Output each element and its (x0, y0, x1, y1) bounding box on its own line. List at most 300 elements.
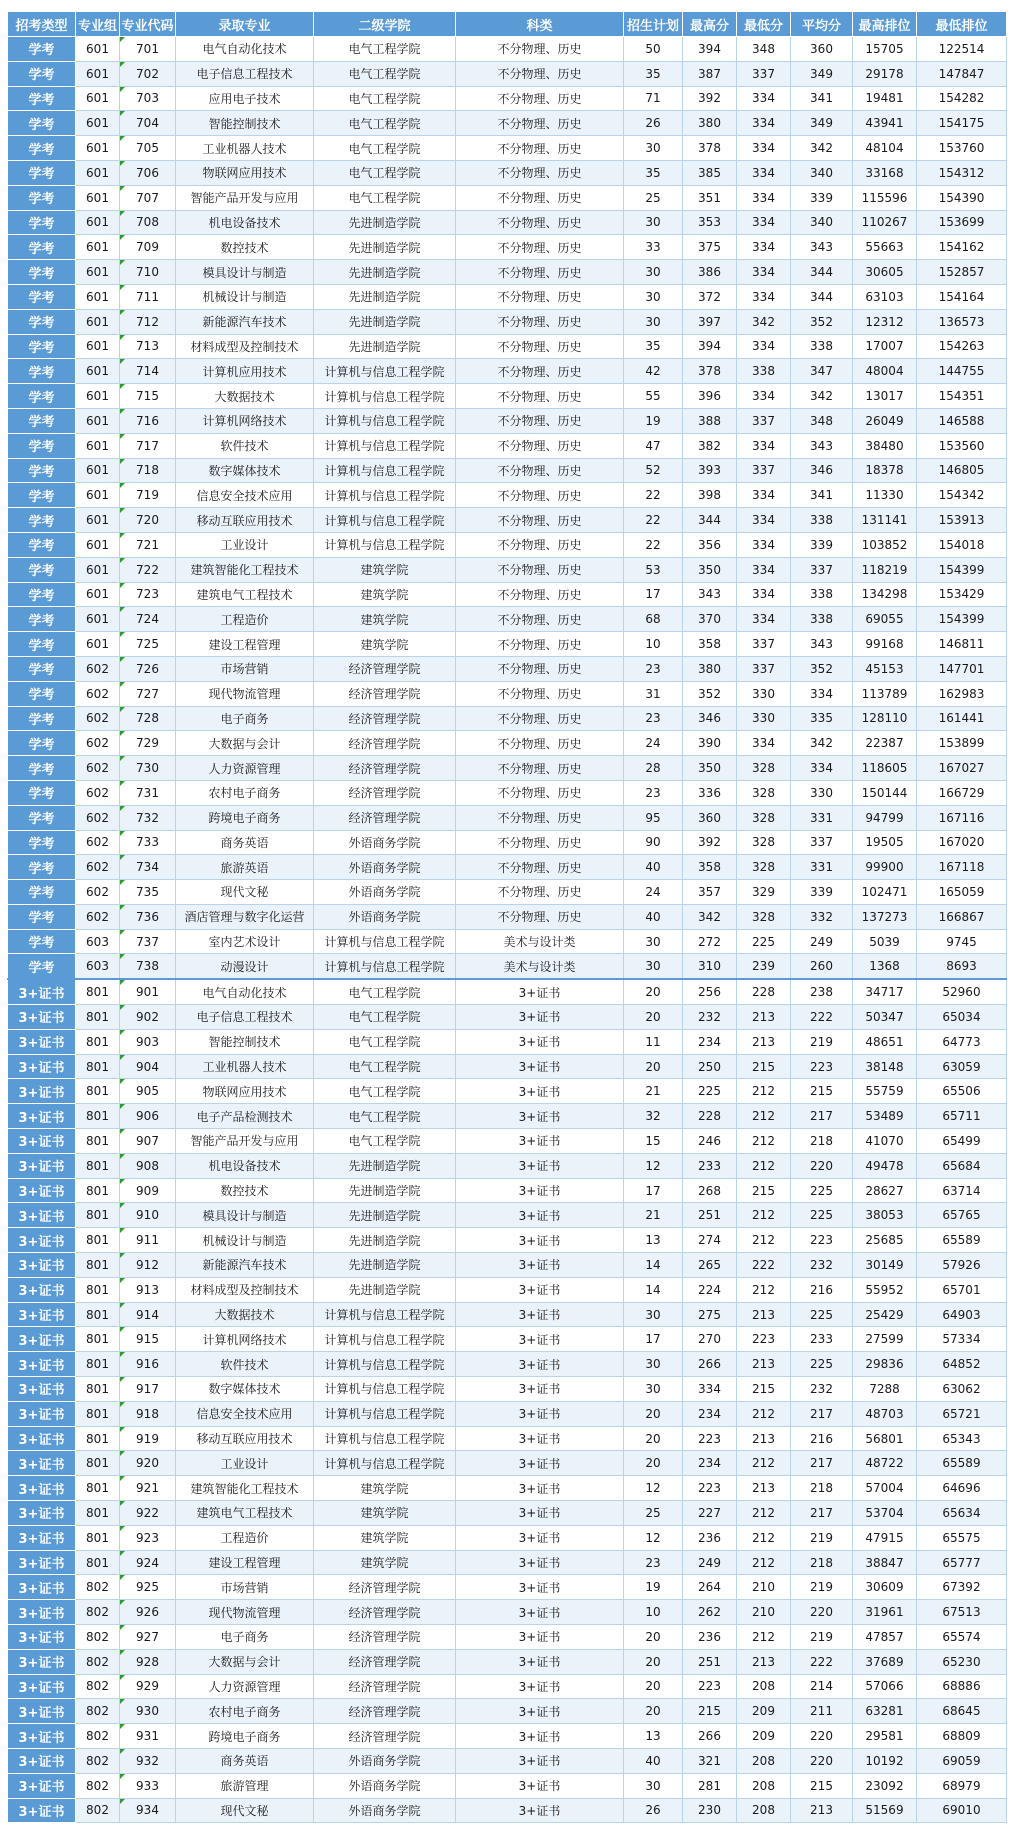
max-score-cell[interactable]: 388 (683, 408, 737, 433)
max-score-cell[interactable]: 264 (683, 1575, 737, 1600)
min-score-cell[interactable]: 330 (737, 706, 791, 731)
plan-cell[interactable]: 52 (624, 458, 683, 483)
major-cell[interactable]: 模具设计与制造 (176, 260, 314, 285)
exam-type-cell[interactable]: 3+证书 (8, 1104, 76, 1129)
category-cell[interactable]: 不分物理、历史 (456, 160, 624, 185)
exam-type-cell[interactable]: 学考 (8, 880, 76, 905)
min-rank-cell[interactable]: 65765 (917, 1203, 1007, 1228)
exam-type-cell[interactable]: 学考 (8, 756, 76, 781)
major-cell[interactable]: 商务英语 (176, 1748, 314, 1773)
avg-score-cell[interactable]: 225 (791, 1178, 853, 1203)
plan-cell[interactable]: 24 (624, 880, 683, 905)
avg-score-cell[interactable]: 217 (791, 1401, 853, 1426)
avg-score-cell[interactable]: 338 (791, 334, 853, 359)
exam-type-cell[interactable]: 学考 (8, 508, 76, 533)
max-rank-cell[interactable]: 38480 (853, 433, 917, 458)
group-cell[interactable]: 602 (76, 904, 120, 929)
avg-score-cell[interactable]: 225 (791, 1203, 853, 1228)
exam-type-cell[interactable]: 学考 (8, 706, 76, 731)
avg-score-cell[interactable]: 232 (791, 1377, 853, 1402)
major-code-cell[interactable]: 704 (120, 111, 176, 136)
min-score-cell[interactable]: 223 (737, 1327, 791, 1352)
exam-type-cell[interactable]: 学考 (8, 557, 76, 582)
exam-type-cell[interactable]: 3+证书 (8, 1352, 76, 1377)
min-rank-cell[interactable]: 154175 (917, 111, 1007, 136)
group-cell[interactable]: 801 (76, 1550, 120, 1575)
plan-cell[interactable]: 42 (624, 359, 683, 384)
exam-type-cell[interactable]: 3+证书 (8, 1649, 76, 1674)
major-cell[interactable]: 农村电子商务 (176, 1699, 314, 1724)
category-cell[interactable]: 3+证书 (456, 1550, 624, 1575)
major-cell[interactable]: 电气自动化技术 (176, 979, 314, 1004)
max-score-cell[interactable]: 268 (683, 1178, 737, 1203)
college-cell[interactable]: 先进制造学院 (314, 284, 456, 309)
min-score-cell[interactable]: 334 (737, 532, 791, 557)
college-cell[interactable]: 计算机与信息工程学院 (314, 384, 456, 409)
major-cell[interactable]: 电子信息工程技术 (176, 1005, 314, 1030)
category-cell[interactable]: 3+证书 (456, 1699, 624, 1724)
category-cell[interactable]: 不分物理、历史 (456, 334, 624, 359)
plan-cell[interactable]: 26 (624, 111, 683, 136)
avg-score-cell[interactable]: 223 (791, 1228, 853, 1253)
min-rank-cell[interactable]: 68886 (917, 1674, 1007, 1699)
min-score-cell[interactable]: 328 (737, 780, 791, 805)
college-cell[interactable]: 计算机与信息工程学院 (314, 1377, 456, 1402)
plan-cell[interactable]: 22 (624, 532, 683, 557)
max-score-cell[interactable]: 350 (683, 756, 737, 781)
min-score-cell[interactable]: 329 (737, 880, 791, 905)
major-code-cell[interactable]: 716 (120, 408, 176, 433)
group-cell[interactable]: 601 (76, 632, 120, 657)
major-cell[interactable]: 智能产品开发与应用 (176, 185, 314, 210)
major-code-cell[interactable]: 910 (120, 1203, 176, 1228)
college-cell[interactable]: 经济管理学院 (314, 1625, 456, 1650)
min-rank-cell[interactable]: 154399 (917, 557, 1007, 582)
min-rank-cell[interactable]: 68645 (917, 1699, 1007, 1724)
avg-score-cell[interactable]: 223 (791, 1054, 853, 1079)
college-cell[interactable]: 经济管理学院 (314, 706, 456, 731)
major-code-cell[interactable]: 706 (120, 160, 176, 185)
major-cell[interactable]: 电气自动化技术 (176, 37, 314, 62)
max-score-cell[interactable]: 353 (683, 210, 737, 235)
major-cell[interactable]: 工业设计 (176, 532, 314, 557)
max-rank-cell[interactable]: 1368 (853, 954, 917, 979)
max-score-cell[interactable]: 230 (683, 1798, 737, 1823)
major-cell[interactable]: 数控技术 (176, 1178, 314, 1203)
plan-cell[interactable]: 10 (624, 632, 683, 657)
exam-type-cell[interactable]: 3+证书 (8, 1327, 76, 1352)
max-rank-cell[interactable]: 31961 (853, 1600, 917, 1625)
avg-score-cell[interactable]: 343 (791, 235, 853, 260)
major-code-cell[interactable]: 922 (120, 1501, 176, 1526)
min-score-cell[interactable]: 225 (737, 929, 791, 954)
exam-type-cell[interactable]: 3+证书 (8, 1153, 76, 1178)
college-cell[interactable]: 外语商务学院 (314, 904, 456, 929)
min-rank-cell[interactable]: 65589 (917, 1228, 1007, 1253)
min-rank-cell[interactable]: 122514 (917, 37, 1007, 62)
max-score-cell[interactable]: 232 (683, 1005, 737, 1030)
min-score-cell[interactable]: 328 (737, 805, 791, 830)
min-score-cell[interactable]: 212 (737, 1203, 791, 1228)
min-rank-cell[interactable]: 68979 (917, 1773, 1007, 1798)
major-cell[interactable]: 建筑智能化工程技术 (176, 557, 314, 582)
major-cell[interactable]: 大数据技术 (176, 1302, 314, 1327)
category-cell[interactable]: 不分物理、历史 (456, 433, 624, 458)
major-cell[interactable]: 机械设计与制造 (176, 1228, 314, 1253)
avg-score-cell[interactable]: 219 (791, 1029, 853, 1054)
max-rank-cell[interactable]: 113789 (853, 681, 917, 706)
min-score-cell[interactable]: 337 (737, 656, 791, 681)
avg-score-cell[interactable]: 344 (791, 284, 853, 309)
category-cell[interactable]: 3+证书 (456, 1228, 624, 1253)
min-score-cell[interactable]: 212 (737, 1129, 791, 1154)
category-cell[interactable]: 3+证书 (456, 1501, 624, 1526)
major-code-cell[interactable]: 920 (120, 1451, 176, 1476)
min-rank-cell[interactable]: 167116 (917, 805, 1007, 830)
major-cell[interactable]: 大数据技术 (176, 384, 314, 409)
category-cell[interactable]: 3+证书 (456, 1178, 624, 1203)
major-code-cell[interactable]: 927 (120, 1625, 176, 1650)
exam-type-cell[interactable]: 3+证书 (8, 1575, 76, 1600)
min-rank-cell[interactable]: 65574 (917, 1625, 1007, 1650)
category-cell[interactable]: 3+证书 (456, 1129, 624, 1154)
min-rank-cell[interactable]: 154162 (917, 235, 1007, 260)
min-score-cell[interactable]: 212 (737, 1104, 791, 1129)
major-cell[interactable]: 旅游管理 (176, 1773, 314, 1798)
college-cell[interactable]: 建筑学院 (314, 1550, 456, 1575)
college-cell[interactable]: 经济管理学院 (314, 656, 456, 681)
min-rank-cell[interactable]: 147847 (917, 61, 1007, 86)
category-cell[interactable]: 3+证书 (456, 1724, 624, 1749)
group-cell[interactable]: 801 (76, 1377, 120, 1402)
plan-cell[interactable]: 17 (624, 1178, 683, 1203)
avg-score-cell[interactable]: 348 (791, 408, 853, 433)
group-cell[interactable]: 601 (76, 433, 120, 458)
min-score-cell[interactable]: 213 (737, 1029, 791, 1054)
major-cell[interactable]: 电子商务 (176, 706, 314, 731)
header-plan[interactable]: 招生计划 (624, 12, 683, 37)
min-score-cell[interactable]: 334 (737, 160, 791, 185)
group-cell[interactable]: 601 (76, 359, 120, 384)
college-cell[interactable]: 电气工程学院 (314, 37, 456, 62)
group-cell[interactable]: 802 (76, 1575, 120, 1600)
group-cell[interactable]: 601 (76, 408, 120, 433)
min-score-cell[interactable]: 337 (737, 408, 791, 433)
group-cell[interactable]: 802 (76, 1699, 120, 1724)
group-cell[interactable]: 801 (76, 1153, 120, 1178)
exam-type-cell[interactable]: 3+证书 (8, 1302, 76, 1327)
category-cell[interactable]: 不分物理、历史 (456, 830, 624, 855)
avg-score-cell[interactable]: 339 (791, 185, 853, 210)
category-cell[interactable]: 3+证书 (456, 1203, 624, 1228)
category-cell[interactable]: 3+证书 (456, 1377, 624, 1402)
exam-type-cell[interactable]: 学考 (8, 805, 76, 830)
plan-cell[interactable]: 53 (624, 557, 683, 582)
min-rank-cell[interactable]: 154164 (917, 284, 1007, 309)
min-rank-cell[interactable]: 153429 (917, 582, 1007, 607)
max-score-cell[interactable]: 321 (683, 1748, 737, 1773)
min-score-cell[interactable]: 212 (737, 1501, 791, 1526)
category-cell[interactable]: 不分物理、历史 (456, 656, 624, 681)
avg-score-cell[interactable]: 342 (791, 136, 853, 161)
major-cell[interactable]: 计算机应用技术 (176, 359, 314, 384)
exam-type-cell[interactable]: 3+证书 (8, 1401, 76, 1426)
exam-type-cell[interactable]: 3+证书 (8, 1129, 76, 1154)
max-rank-cell[interactable]: 19505 (853, 830, 917, 855)
group-cell[interactable]: 802 (76, 1625, 120, 1650)
major-code-cell[interactable]: 708 (120, 210, 176, 235)
college-cell[interactable]: 计算机与信息工程学院 (314, 1327, 456, 1352)
major-code-cell[interactable]: 903 (120, 1029, 176, 1054)
min-rank-cell[interactable]: 154312 (917, 160, 1007, 185)
plan-cell[interactable]: 35 (624, 160, 683, 185)
max-score-cell[interactable]: 223 (683, 1674, 737, 1699)
avg-score-cell[interactable]: 215 (791, 1773, 853, 1798)
plan-cell[interactable]: 11 (624, 1029, 683, 1054)
major-cell[interactable]: 市场营销 (176, 1575, 314, 1600)
avg-score-cell[interactable]: 220 (791, 1748, 853, 1773)
max-score-cell[interactable]: 234 (683, 1401, 737, 1426)
group-cell[interactable]: 602 (76, 855, 120, 880)
major-cell[interactable]: 现代物流管理 (176, 1600, 314, 1625)
major-code-cell[interactable]: 911 (120, 1228, 176, 1253)
major-cell[interactable]: 信息安全技术应用 (176, 483, 314, 508)
major-cell[interactable]: 模具设计与制造 (176, 1203, 314, 1228)
min-rank-cell[interactable]: 167118 (917, 855, 1007, 880)
group-cell[interactable]: 801 (76, 1178, 120, 1203)
avg-score-cell[interactable]: 342 (791, 731, 853, 756)
category-cell[interactable]: 不分物理、历史 (456, 508, 624, 533)
exam-type-cell[interactable]: 3+证书 (8, 1054, 76, 1079)
plan-cell[interactable]: 20 (624, 1649, 683, 1674)
group-cell[interactable]: 802 (76, 1798, 120, 1823)
major-code-cell[interactable]: 725 (120, 632, 176, 657)
plan-cell[interactable]: 14 (624, 1253, 683, 1278)
major-cell[interactable]: 大数据与会计 (176, 1649, 314, 1674)
major-code-cell[interactable]: 930 (120, 1699, 176, 1724)
max-score-cell[interactable]: 227 (683, 1501, 737, 1526)
college-cell[interactable]: 建筑学院 (314, 1501, 456, 1526)
category-cell[interactable]: 不分物理、历史 (456, 756, 624, 781)
max-score-cell[interactable]: 357 (683, 880, 737, 905)
group-cell[interactable]: 801 (76, 1426, 120, 1451)
major-code-cell[interactable]: 724 (120, 607, 176, 632)
max-score-cell[interactable]: 396 (683, 384, 737, 409)
group-cell[interactable]: 801 (76, 1005, 120, 1030)
avg-score-cell[interactable]: 249 (791, 929, 853, 954)
major-cell[interactable]: 工业设计 (176, 1451, 314, 1476)
category-cell[interactable]: 不分物理、历史 (456, 632, 624, 657)
max-score-cell[interactable]: 266 (683, 1724, 737, 1749)
group-cell[interactable]: 801 (76, 979, 120, 1004)
max-rank-cell[interactable]: 17007 (853, 334, 917, 359)
major-code-cell[interactable]: 715 (120, 384, 176, 409)
major-cell[interactable]: 物联网应用技术 (176, 1079, 314, 1104)
max-score-cell[interactable]: 378 (683, 359, 737, 384)
max-rank-cell[interactable]: 23092 (853, 1773, 917, 1798)
category-cell[interactable]: 3+证书 (456, 1426, 624, 1451)
min-rank-cell[interactable]: 65343 (917, 1426, 1007, 1451)
major-cell[interactable]: 现代物流管理 (176, 681, 314, 706)
min-rank-cell[interactable]: 161441 (917, 706, 1007, 731)
major-cell[interactable]: 数控技术 (176, 235, 314, 260)
plan-cell[interactable]: 12 (624, 1525, 683, 1550)
plan-cell[interactable]: 30 (624, 260, 683, 285)
major-cell[interactable]: 数字媒体技术 (176, 458, 314, 483)
avg-score-cell[interactable]: 225 (791, 1352, 853, 1377)
major-cell[interactable]: 电子商务 (176, 1625, 314, 1650)
college-cell[interactable]: 电气工程学院 (314, 979, 456, 1004)
college-cell[interactable]: 计算机与信息工程学院 (314, 1401, 456, 1426)
avg-score-cell[interactable]: 218 (791, 1550, 853, 1575)
exam-type-cell[interactable]: 学考 (8, 111, 76, 136)
plan-cell[interactable]: 20 (624, 1451, 683, 1476)
min-score-cell[interactable]: 348 (737, 37, 791, 62)
group-cell[interactable]: 602 (76, 656, 120, 681)
plan-cell[interactable]: 20 (624, 1674, 683, 1699)
major-cell[interactable]: 跨境电子商务 (176, 805, 314, 830)
min-rank-cell[interactable]: 154351 (917, 384, 1007, 409)
avg-score-cell[interactable]: 218 (791, 1476, 853, 1501)
exam-type-cell[interactable]: 3+证书 (8, 1525, 76, 1550)
min-rank-cell[interactable]: 154282 (917, 86, 1007, 111)
min-score-cell[interactable]: 222 (737, 1253, 791, 1278)
group-cell[interactable]: 802 (76, 1649, 120, 1674)
major-cell[interactable]: 机电设备技术 (176, 210, 314, 235)
avg-score-cell[interactable]: 217 (791, 1104, 853, 1129)
group-cell[interactable]: 602 (76, 731, 120, 756)
exam-type-cell[interactable]: 学考 (8, 954, 76, 979)
avg-score-cell[interactable]: 349 (791, 111, 853, 136)
min-score-cell[interactable]: 213 (737, 1476, 791, 1501)
category-cell[interactable]: 不分物理、历史 (456, 532, 624, 557)
min-score-cell[interactable]: 334 (737, 557, 791, 582)
exam-type-cell[interactable]: 3+证书 (8, 1253, 76, 1278)
min-rank-cell[interactable]: 65701 (917, 1277, 1007, 1302)
category-cell[interactable]: 3+证书 (456, 1054, 624, 1079)
max-score-cell[interactable]: 275 (683, 1302, 737, 1327)
max-rank-cell[interactable]: 99168 (853, 632, 917, 657)
major-code-cell[interactable]: 721 (120, 532, 176, 557)
plan-cell[interactable]: 20 (624, 1054, 683, 1079)
max-score-cell[interactable]: 265 (683, 1253, 737, 1278)
min-rank-cell[interactable]: 65575 (917, 1525, 1007, 1550)
plan-cell[interactable]: 20 (624, 1401, 683, 1426)
major-cell[interactable]: 酒店管理与数字化运营 (176, 904, 314, 929)
max-score-cell[interactable]: 246 (683, 1129, 737, 1154)
major-cell[interactable]: 市场营销 (176, 656, 314, 681)
min-rank-cell[interactable]: 69010 (917, 1798, 1007, 1823)
exam-type-cell[interactable]: 学考 (8, 433, 76, 458)
exam-type-cell[interactable]: 学考 (8, 830, 76, 855)
max-rank-cell[interactable]: 48004 (853, 359, 917, 384)
min-score-cell[interactable]: 328 (737, 830, 791, 855)
min-rank-cell[interactable]: 65721 (917, 1401, 1007, 1426)
major-cell[interactable]: 跨境电子商务 (176, 1724, 314, 1749)
major-cell[interactable]: 建筑电气工程技术 (176, 1501, 314, 1526)
min-rank-cell[interactable]: 166867 (917, 904, 1007, 929)
plan-cell[interactable]: 95 (624, 805, 683, 830)
category-cell[interactable]: 不分物理、历史 (456, 681, 624, 706)
group-cell[interactable]: 801 (76, 1104, 120, 1129)
exam-type-cell[interactable]: 学考 (8, 607, 76, 632)
exam-type-cell[interactable]: 3+证书 (8, 1377, 76, 1402)
major-code-cell[interactable]: 712 (120, 309, 176, 334)
avg-score-cell[interactable]: 344 (791, 260, 853, 285)
group-cell[interactable]: 602 (76, 805, 120, 830)
group-cell[interactable]: 601 (76, 86, 120, 111)
max-rank-cell[interactable]: 38148 (853, 1054, 917, 1079)
group-cell[interactable]: 801 (76, 1525, 120, 1550)
avg-score-cell[interactable]: 346 (791, 458, 853, 483)
min-score-cell[interactable]: 334 (737, 136, 791, 161)
max-rank-cell[interactable]: 33168 (853, 160, 917, 185)
exam-type-cell[interactable]: 学考 (8, 731, 76, 756)
min-score-cell[interactable]: 334 (737, 86, 791, 111)
category-cell[interactable]: 3+证书 (456, 1798, 624, 1823)
plan-cell[interactable]: 13 (624, 1724, 683, 1749)
min-score-cell[interactable]: 212 (737, 1228, 791, 1253)
group-cell[interactable]: 601 (76, 210, 120, 235)
min-rank-cell[interactable]: 136573 (917, 309, 1007, 334)
avg-score-cell[interactable]: 352 (791, 656, 853, 681)
max-rank-cell[interactable]: 38847 (853, 1550, 917, 1575)
college-cell[interactable]: 建筑学院 (314, 632, 456, 657)
major-code-cell[interactable]: 921 (120, 1476, 176, 1501)
max-score-cell[interactable]: 378 (683, 136, 737, 161)
college-cell[interactable]: 计算机与信息工程学院 (314, 532, 456, 557)
max-rank-cell[interactable]: 56801 (853, 1426, 917, 1451)
major-code-cell[interactable]: 926 (120, 1600, 176, 1625)
college-cell[interactable]: 外语商务学院 (314, 1798, 456, 1823)
min-score-cell[interactable]: 213 (737, 1302, 791, 1327)
max-rank-cell[interactable]: 115596 (853, 185, 917, 210)
min-rank-cell[interactable]: 65506 (917, 1079, 1007, 1104)
max-rank-cell[interactable]: 29836 (853, 1352, 917, 1377)
plan-cell[interactable]: 10 (624, 1600, 683, 1625)
plan-cell[interactable]: 17 (624, 582, 683, 607)
max-rank-cell[interactable]: 11330 (853, 483, 917, 508)
exam-type-cell[interactable]: 3+证书 (8, 1699, 76, 1724)
category-cell[interactable]: 3+证书 (456, 1029, 624, 1054)
group-cell[interactable]: 801 (76, 1203, 120, 1228)
min-score-cell[interactable]: 212 (737, 1525, 791, 1550)
plan-cell[interactable]: 71 (624, 86, 683, 111)
plan-cell[interactable]: 31 (624, 681, 683, 706)
group-cell[interactable]: 601 (76, 582, 120, 607)
max-score-cell[interactable]: 223 (683, 1476, 737, 1501)
header-max-score[interactable]: 最高分 (683, 12, 737, 37)
plan-cell[interactable]: 20 (624, 1699, 683, 1724)
major-code-cell[interactable]: 735 (120, 880, 176, 905)
major-code-cell[interactable]: 710 (120, 260, 176, 285)
max-score-cell[interactable]: 256 (683, 979, 737, 1004)
min-score-cell[interactable]: 334 (737, 185, 791, 210)
max-score-cell[interactable]: 360 (683, 805, 737, 830)
max-rank-cell[interactable]: 38053 (853, 1203, 917, 1228)
avg-score-cell[interactable]: 335 (791, 706, 853, 731)
min-score-cell[interactable]: 334 (737, 210, 791, 235)
max-score-cell[interactable]: 228 (683, 1104, 737, 1129)
min-score-cell[interactable]: 212 (737, 1550, 791, 1575)
major-code-cell[interactable]: 908 (120, 1153, 176, 1178)
college-cell[interactable]: 经济管理学院 (314, 1674, 456, 1699)
college-cell[interactable]: 先进制造学院 (314, 260, 456, 285)
min-rank-cell[interactable]: 154390 (917, 185, 1007, 210)
exam-type-cell[interactable]: 3+证书 (8, 1724, 76, 1749)
college-cell[interactable]: 先进制造学院 (314, 1203, 456, 1228)
max-rank-cell[interactable]: 53489 (853, 1104, 917, 1129)
